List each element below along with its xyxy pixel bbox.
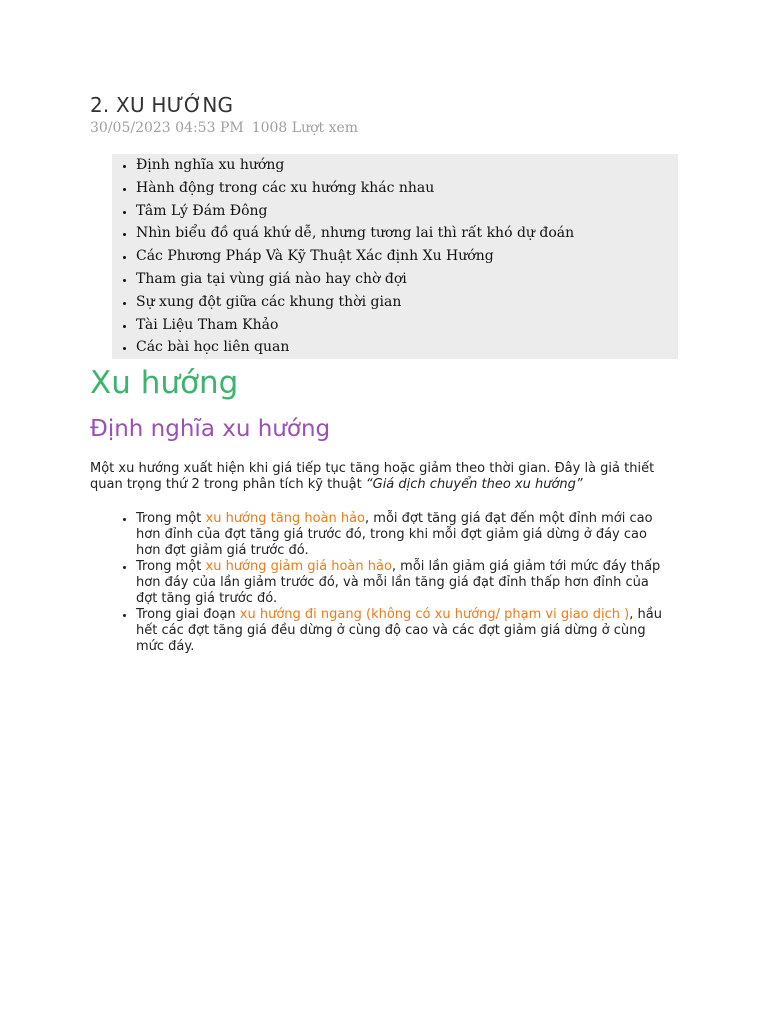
toc-item-label[interactable]: Sự xung đột giữa các khung thời gian (136, 293, 402, 310)
post-views: 1008 Lượt xem (251, 120, 359, 136)
list-item (136, 559, 671, 607)
toc-item[interactable] (136, 268, 678, 291)
list-item-prefix: Trong một (136, 559, 206, 575)
post-date: 30/05/2023 04:53 PM (90, 120, 244, 136)
definition-list (90, 511, 671, 655)
toc-item-label[interactable]: Các bài học liên quan (136, 339, 290, 356)
toc-item[interactable] (136, 222, 678, 245)
list-item (136, 511, 671, 559)
toc-item[interactable] (136, 291, 678, 314)
toc-item-label[interactable]: Định nghĩa xu hướng (136, 157, 285, 173)
toc-item[interactable] (136, 336, 678, 359)
post-title: 2. XU HƯỚNG (90, 93, 234, 117)
toc-item[interactable] (136, 314, 678, 337)
toc-item[interactable] (136, 154, 678, 177)
toc-item-label[interactable]: Tham gia tại vùng giá nào hay chờ đợi (136, 270, 407, 287)
toc-item-label[interactable]: Tài Liệu Tham Khảo (136, 316, 279, 333)
toc-item-label[interactable]: Các Phương Pháp Và Kỹ Thuật Xác định Xu Hướng (136, 248, 494, 265)
highlight-term: xu hướng tăng hoàn hảo (205, 511, 366, 527)
list-item-suffix: , mỗi đợt tăng giá đạt đến một đỉnh mới cao hơn đỉnh của đợt tăng giá trước đó, trong khi mỗi đợt giảm giá dừng ở đáy cao hơn đợt giảm giá trước đó. (136, 511, 653, 559)
section-title: Xu hướng (90, 365, 239, 402)
toc-item-label[interactable]: Tâm Lý Đám Đông (136, 202, 268, 219)
list-item-suffix: , mỗi lần giảm giá giảm tới mức đáy thấp hơn đáy của lần giảm trước đó, và mỗi lần tăng giá đạt đỉnh thấp hơn đỉnh của đợt tăng giá trước đó. (136, 559, 661, 607)
list-item (136, 607, 671, 655)
list-item-suffix: , hầu hết các đợt tăng giá đều dừng ở cùng độ cao và các đợt giảm giá dừng ở cùng mức đáy. (136, 607, 662, 655)
toc-item[interactable] (136, 245, 678, 268)
toc-item-label[interactable]: Hành động trong các xu hướng khác nhau (136, 179, 435, 196)
intro-quote: “Giá dịch chuyển theo xu hướng” (365, 477, 583, 493)
toc-item[interactable] (136, 177, 678, 200)
intro-text: Một xu hướng xuất hiện khi giá tiếp tục tăng hoặc giảm theo thời gian. Đây là giả thiết quan trọng thứ 2 trong phân tích kỹ thuật (90, 461, 655, 493)
intro-paragraph (90, 461, 670, 493)
post-meta (90, 119, 680, 137)
toc-item[interactable] (136, 200, 678, 223)
highlight-term: xu hướng đi ngang (không có xu hướng/ phạm vi giao dịch ) (239, 607, 630, 623)
list-item-prefix: Trong giai đoạn (136, 607, 240, 623)
highlight-term: xu hướng giảm giá hoàn hảo (205, 559, 392, 575)
article-page (90, 92, 680, 655)
table-of-contents (112, 154, 678, 359)
toc-item-label[interactable]: Nhìn biểu đồ quá khứ dễ, nhưng tương lai thì rất khó dự đoán (136, 225, 575, 242)
list-item-prefix: Trong một (136, 511, 206, 527)
subsection-title: Định nghĩa xu hướng (90, 416, 331, 443)
